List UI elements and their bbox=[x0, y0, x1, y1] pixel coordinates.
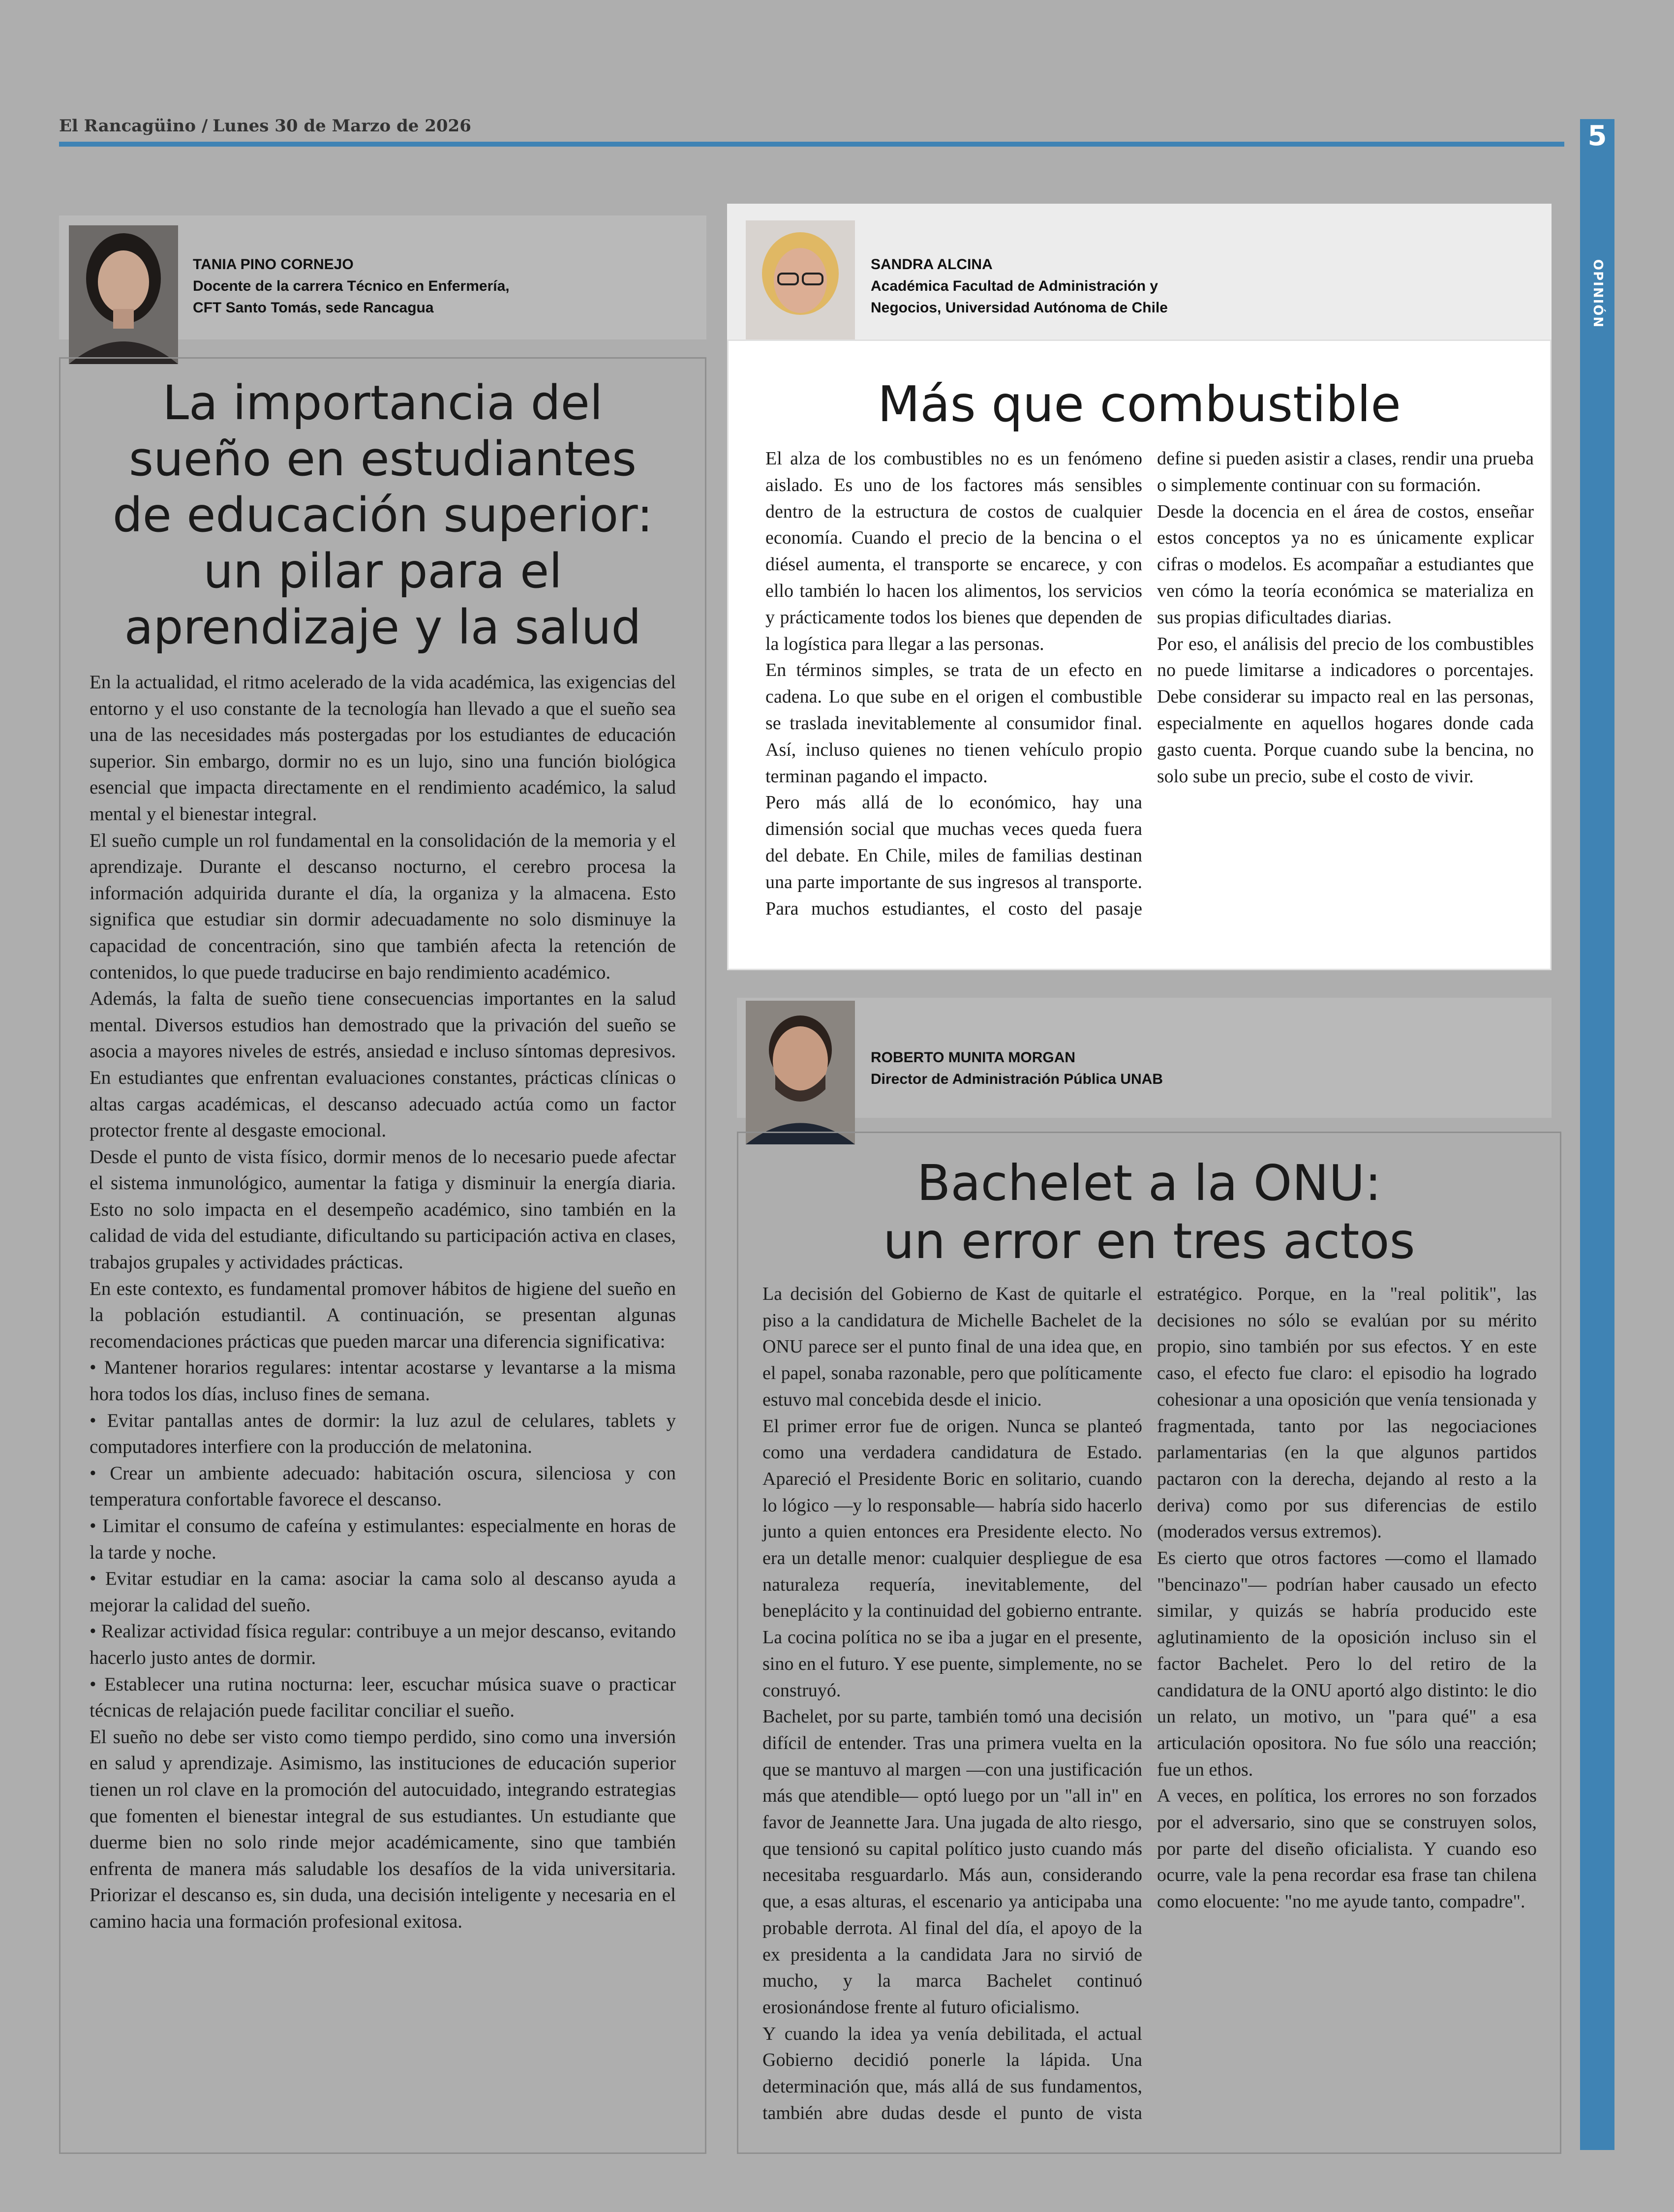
paragraph: El alza de los combustibles no es un fenómeno aislado. Es uno de los factores más sensibles dentro de la estructura de costos de cualquier economía. Cuando el precio de la bencina o el diésel aumenta, el transporte se encarece, y con ello también lo hacen los alimentos, los servicios y prácticamente todos los bienes que dependen de la logística para llegar a las personas. bbox=[765, 448, 1142, 654]
author-name-1: TANIA PINO CORNEJO bbox=[193, 256, 354, 273]
paragraph: • Crear un ambiente adecuado: habitación oscura, silenciosa y con temperatura confortable favorece el descanso. bbox=[90, 1462, 676, 1510]
masthead bbox=[59, 116, 1559, 146]
article-3-headline bbox=[748, 1154, 1551, 1270]
article-3-headline-line-1: Bachelet a la ONU: bbox=[916, 1154, 1382, 1212]
paragraph: Por eso, el análisis del precio de los combustibles no puede limitarse a indicadores o porcentajes. Debe considerar su impacto real en las personas, especialmente en aquellos hogares donde cada gasto cuenta. Porque cuando sube la bencina, no solo sube un precio, sube el costo de vivir. bbox=[1157, 633, 1534, 787]
author-role-1b: CFT Santo Tomás, sede Rancagua bbox=[193, 300, 434, 316]
masthead-rule bbox=[59, 142, 1564, 147]
masthead-paper: El Rancagüino / bbox=[59, 116, 208, 136]
author-role-1a: Docente de la carrera Técnico en Enfermería, bbox=[193, 278, 510, 294]
paragraph: • Limitar el consumo de cafeína y estimulantes: especialmente en horas de la tarde y noche. bbox=[90, 1515, 676, 1563]
paragraph: Pero más allá de lo económico, hay una dimensión social que muchas veces queda fuera del debate. En Chile, miles de familias destinan una parte importante de sus ingresos al transporte. Para muchos estudiantes, el costo del pasaje define si pueden asistir a clases, rendir una prueba o simplemente continuar con su formación. bbox=[765, 448, 1534, 919]
paragraph: • Realizar actividad física regular: contribuye a un mejor descanso, evitando hacerlo justo antes de dormir. bbox=[90, 1621, 676, 1668]
paragraph: • Evitar estudiar en la cama: asociar la cama solo al descanso ayuda a mejorar la calidad del sueño. bbox=[90, 1568, 676, 1616]
paragraph: En términos simples, se trata de un efecto en cadena. Lo que sube en el origen el combustible se traslada inevitablemente al consumidor final. Así, incluso quienes no tienen vehículo propio terminan pagando el impacto. bbox=[765, 660, 1142, 787]
paragraph: • Mantener horarios regulares: intentar acostarse y levantarse a la misma hora todos los días, incluso fines de semana. bbox=[90, 1357, 676, 1405]
author-role-2a: Académica Facultad de Administración y bbox=[871, 278, 1158, 294]
author-role-3a: Director de Administración Pública UNAB bbox=[871, 1071, 1163, 1087]
author-role-2b: Negocios, Universidad Autónoma de Chile bbox=[871, 300, 1168, 316]
section-label: OPINIÓN bbox=[1590, 259, 1605, 329]
section-sidebar bbox=[1580, 119, 1614, 2150]
paragraph: • Evitar pantallas antes de dormir: la luz azul de celulares, tablets y computadores interfiere con la producción de melatonina. bbox=[90, 1410, 676, 1458]
paragraph: Bachelet, por su parte, también tomó una decisión difícil de entender. Tras una primera vuelta en la que se mantuvo al margen —con una justificación más que atendible— optó luego por un "all in" en favor de Jeannette Jara. Una jugada de alto riesgo, que tensionó su capital político justo cuando más necesitaba resguardarlo. Más aun, considerando que, a esas alturas, el escenario ya anticipaba una probable derrota. Al final del día, el apoyo de la ex presidenta a la candidata Jara no sirvió de mucho, y la marca Bachelet continuó erosionándose frente al futuro oficialismo. bbox=[762, 1706, 1142, 2018]
article-2-headline: Más que combustible bbox=[878, 375, 1401, 433]
paragraph: La decisión del Gobierno de Kast de quitarle el piso a la candidatura de Michelle Bachelet de la ONU parece ser el punto final de una idea que, en el papel, sonaba razonable, pero que políticamente estuvo mal concebida desde el inicio. bbox=[762, 1284, 1142, 1410]
author-photo-1 bbox=[69, 225, 178, 364]
author-name-2: SANDRA ALCINA bbox=[871, 256, 993, 273]
article-3-headline-line-2: un error en tres actos bbox=[883, 1212, 1415, 1270]
article-1-body bbox=[90, 669, 676, 2125]
paragraph: En este contexto, es fundamental promover hábitos de higiene del sueño en la población estudiantil. A continuación, se presentan algunas recomendaciones prácticas que pueden marcar una diferencia significativa: bbox=[90, 1278, 676, 1352]
paragraph: El primer error fue de origen. Nunca se planteó como una verdadera candidatura de Estado. Apareció el Presidente Boric en solitario, cuando lo lógico —y lo responsable— habría sido hacerlo junto a quien entonces era Presidente electo. No era un detalle menor: cualquier despliegue de esa naturaleza requería, inevitablemente, del beneplácito y la continuidad del gobierno entrante. La cocina política no se iba a jugar en el presente, sino en el futuro. Y ese puente, simplemente, no se construyó. bbox=[762, 1415, 1142, 1701]
paragraph: En la actualidad, el ritmo acelerado de la vida académica, las exigencias del entorno y el uso constante de la tecnología han llevado a que el sueño sea una de las necesidades más postergadas por los estudiantes de educación superior. Sin embargo, dormir no es un lujo, sino una función biológica esencial que impacta directamente en el rendimiento académico, la salud mental y el bienestar integral. bbox=[90, 672, 676, 825]
paragraph: Desde el punto de vista físico, dormir menos de lo necesario puede afectar el sistema inmunológico, aumentar la fatiga y disminuir la energía diaria. Esto no solo impacta en el desempeño académico, sino también en la calidad de vida del estudiante, dificultando su participación activa en clases, trabajos grupales y actividades prácticas. bbox=[90, 1146, 676, 1273]
page-number: 5 bbox=[1587, 120, 1607, 152]
author-name-3: ROBERTO MUNITA MORGAN bbox=[871, 1049, 1076, 1066]
paragraph: A veces, en política, los errores no son forzados por el adversario, sino que se construyen solos, por parte del diseño oficialista. Y cuando eso ocurre, vale la pena recordar esa frase tan chilena como elocuente: "no me ayude tanto, compadre". bbox=[1157, 1785, 1537, 1912]
paragraph: El sueño cumple un rol fundamental en la consolidación de la memoria y el aprendizaje. Durante el descanso nocturno, el cerebro procesa la información adquirida durante el día, la organiza y la almacena. Esto significa que estudiar sin dormir adecuadamente no solo disminuye la capacidad de concentración, sino que también afecta la retención de contenidos, lo que puede traducirse en bajo rendimiento académico. bbox=[90, 830, 676, 983]
article-1-headline: La importancia del sueño en estudiantes de educación superior: un pilar para el aprendizaje y la salud bbox=[112, 375, 653, 655]
paragraph: Y cuando la idea ya venía debilitada, el actual Gobierno decidió ponerle la lápida. Una determinación que, más allá de sus fundamentos, también abre dudas desde el punto de vista estratégico. Porque, en la "real politik", las decisiones no sólo se evalúan por su mérito propio, sino también por sus efectos. Y en este caso, el efecto fue claro: el episodio ha logrado cohesionar a una oposición que venía tensionada y fragmentada, tanto por las negociaciones parlamentarias (en la que algunos partidos pactaron con la derecha, dejando al resto a la deriva) como por sus diferencias de estilo (moderados versus extremos). bbox=[762, 1284, 1537, 2123]
article-2-body bbox=[765, 446, 1534, 952]
author-info-1 bbox=[193, 254, 685, 319]
article-3-body bbox=[762, 1281, 1537, 2127]
paragraph: Es cierto que otros factores —como el llamado "bencinazo"— podrían haber causado un efecto similar, y quizás se habría producido este aglutinamiento de la oposición incluso sin el factor Bachelet. Pero lo del retiro de la candidatura de la ONU aportó algo distinto: le dio un relato, un motivo, un "para qué" a esa articulación opositora. No fue sólo una reacción; fue un ethos. bbox=[1157, 1548, 1537, 1780]
paragraph: Desde la docencia en el área de costos, enseñar estos conceptos ya no es únicamente explicar cifras o modelos. Es acompañar a estudiantes que ven cómo la teoría económica se materializa en sus propias dificultades diarias. bbox=[1157, 501, 1534, 628]
masthead-date: Lunes 30 de Marzo de 2026 bbox=[213, 116, 471, 136]
author-info-3 bbox=[871, 1047, 1510, 1090]
paragraph: El sueño no debe ser visto como tiempo perdido, sino como una inversión en salud y aprendizaje. Asimismo, las instituciones de educación superior tienen un rol clave en la promoción del autocuidado, integrando estrategias que fomenten el bienestar integral de sus estudiantes. Un estudiante que duerme bien no solo rinde mejor académicamente, sino que también enfrenta de manera más saludable los desafíos de la vida universitaria. Priorizar el descanso es, sin duda, una decisión inteligente y necesaria en el camino hacia una formación profesional exitosa. bbox=[90, 1726, 676, 1932]
paragraph: • Establecer una rutina nocturna: leer, escuchar música suave o practicar técnicas de relajación puede facilitar conciliar el sueño. bbox=[90, 1673, 676, 1721]
author-info-2 bbox=[871, 254, 1510, 319]
author-photo-3 bbox=[746, 1001, 855, 1144]
paragraph: Además, la falta de sueño tiene consecuencias importantes en la salud mental. Diversos estudios han demostrado que la privación del sueño se asocia a mayores niveles de estrés, ansiedad e incluso síntomas depresivos. En estudiantes que enfrentan evaluaciones constantes, prácticas clínicas o altas cargas académicas, el descanso adecuado actúa como un factor protector frente al desgaste emocional. bbox=[90, 988, 676, 1141]
